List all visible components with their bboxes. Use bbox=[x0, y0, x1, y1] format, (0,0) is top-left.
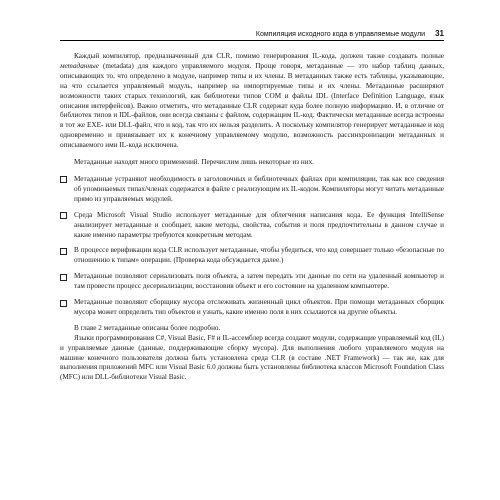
list-item bbox=[60, 298, 444, 318]
list-item-text: В процессе верификации кода CLR использует метаданные, чтобы убедиться, что код совершает только «безопасные по отношению к типам» операции. (Проверка кода обсуждается далее.) bbox=[74, 246, 444, 265]
list-item bbox=[60, 175, 444, 205]
checkbox-bullet-icon bbox=[60, 300, 67, 307]
list-item-text: Метаданные позволяют сборщику мусора отслеживать жизненный цикл объектов. При помощи метаданных сборщик мусора может определить тип объектов и узнать, какие именно поля в них ссылаются на другие объекты. bbox=[74, 298, 444, 316]
list-item-text: Метаданные устраняют необходимость в заголовочных и библиотечных файлах при компиляции, так как все сведения об упоминаемых типах/членах содержатся в файле с реализующим их IL-кодом. Компиляторы могут читать метаданные прямо из управляемых модулей. bbox=[74, 174, 444, 203]
list-item-text: Среда Microsoft Visual Studio использует метаданные для облегчения написания кода. Ее функция IntelliSense анализирует метаданные и сообщает, какие методы, свойства, события и поля предпочтительны в данном случае и какие именно параметры требуются конкретным методам. bbox=[74, 210, 444, 239]
paragraph-chapter-ref: В главе 2 метаданные описаны более подробно. bbox=[74, 323, 221, 332]
paragraph-text: Каждый компилятор, предназначенный для CLR, помимо генерирования IL-кода, должен также создавать полные bbox=[74, 52, 444, 60]
metadata-uses-list bbox=[60, 175, 444, 318]
list-item bbox=[60, 211, 444, 241]
list-item bbox=[60, 246, 444, 266]
running-header bbox=[60, 26, 444, 41]
checkbox-bullet-icon bbox=[60, 176, 67, 183]
emphasis-term: метаданные bbox=[60, 61, 99, 70]
paragraph-text: (metadata) для каждого управляемого модуля. Проще говоря, метаданные — это набор таблиц данных, описывающих то, что определено в модуле, например типы и их члены. В метаданных также есть таблицы, указывающие, на что ссылается управляемый модуль, например на импортируемые типы и их члены. Метаданные расширяют возможности таких старых технологий, как библиотеки типов COM и файлы IDL (Interface Definition Language, язык описания интерфейсов). Важно отметить, что метаданные CLR содержат куда более полную информацию. И, в отличие от библиотек типов и IDL-файлов, они всегда связаны с файлом, содержащим IL-код. Фактически метаданные всегда встроены в тот же EXE- или DLL-файл, что и код, так что их нельзя разделить. А поскольку компилятор генерирует метаданные и код одновременно и привязывает их к конечному управляемому модулю, возможность рассинхронизации метаданных и описываемого ими IL-кода исключена. bbox=[60, 61, 444, 150]
paragraph-languages: Языки программирования C#, Visual Basic, F# и IL-ассемблер всегда создают модули, содержащие управляемый код (IL) и управляемые данные (данные, поддерживающие сборку мусора). Для выполнения любого управляемого модуля на машине конечного пользователя должна быть установлена среда CLR (в составе .NET Framework) — так же, как для выполнения приложений MFC или Visual Basic 6.0 должны быть установлены библиотека классов Microsoft Foundation Class (MFC) или DLL-библиотеки Visual Basic. bbox=[60, 333, 444, 382]
list-item-text: Метаданные позволяют сериализовать поля объекта, а затем передать эти данные по сети на удаленный компьютер и там провести процесс десериализации, восстановив объект и его состояние на удаленном компьютере. bbox=[74, 272, 444, 291]
page-number: 31 bbox=[435, 29, 444, 38]
paragraph-metadata-intro bbox=[60, 52, 444, 151]
checkbox-bullet-icon bbox=[60, 248, 67, 255]
page-body bbox=[60, 52, 444, 383]
paragraph-uses-intro: Метаданные находят много применений. Перечислим лишь некоторые из них. bbox=[74, 158, 314, 167]
chapter-title: Компиляция исходного кода в управляемые модули bbox=[255, 31, 426, 38]
checkbox-bullet-icon bbox=[60, 274, 67, 281]
checkbox-bullet-icon bbox=[60, 212, 67, 219]
list-item bbox=[60, 272, 444, 292]
